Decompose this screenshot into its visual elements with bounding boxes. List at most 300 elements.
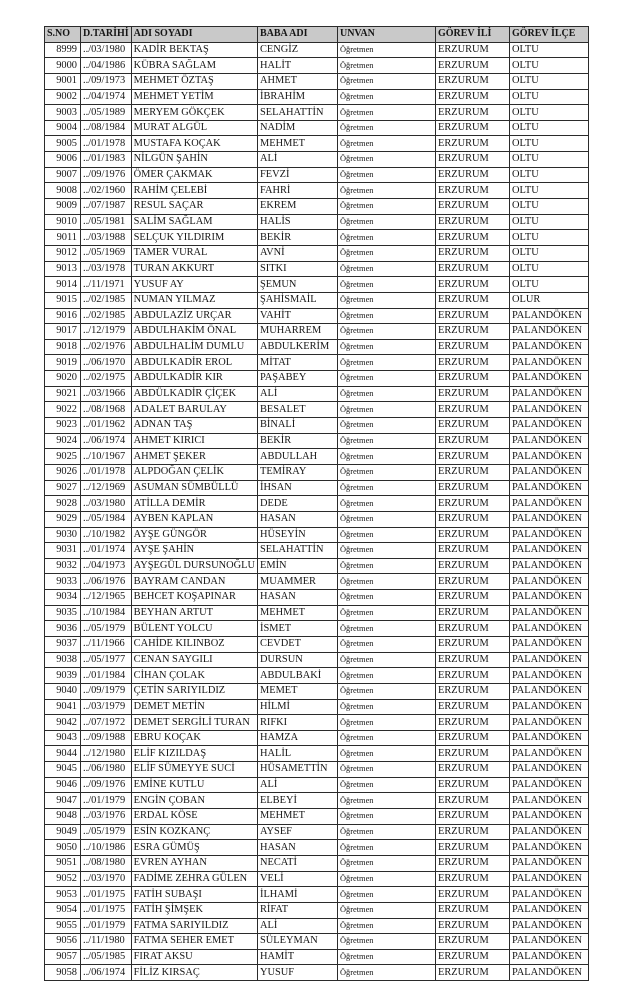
cell-province: ERZURUM xyxy=(435,339,509,355)
cell-sno: 9007 xyxy=(45,167,81,183)
cell-father-name: ŞEMUN xyxy=(257,277,337,293)
header-province: GÖREV İLİ xyxy=(435,27,509,43)
table-row xyxy=(45,464,589,480)
cell-full-name: MERYEM GÖKÇEK xyxy=(131,105,257,121)
table-row xyxy=(45,183,589,199)
cell-title: Öğretmen xyxy=(337,167,435,183)
cell-father-name: HAMZA xyxy=(257,730,337,746)
cell-full-name: FIRAT AKSU xyxy=(131,949,257,965)
cell-title: Öğretmen xyxy=(337,136,435,152)
cell-sno: 9022 xyxy=(45,402,81,418)
cell-birth-date: ../11/1980 xyxy=(81,934,132,950)
cell-title: Öğretmen xyxy=(337,840,435,856)
cell-full-name: FATİH ŞİMŞEK xyxy=(131,902,257,918)
cell-birth-date: ../01/1983 xyxy=(81,152,132,168)
cell-province: ERZURUM xyxy=(435,214,509,230)
cell-district: OLTU xyxy=(509,136,588,152)
cell-province: ERZURUM xyxy=(435,511,509,527)
cell-sno: 9019 xyxy=(45,355,81,371)
cell-sno: 9056 xyxy=(45,934,81,950)
cell-father-name: BESALET xyxy=(257,402,337,418)
table-body xyxy=(45,42,589,980)
cell-full-name: ABDULHALİM DUMLU xyxy=(131,339,257,355)
cell-birth-date: ../06/1974 xyxy=(81,433,132,449)
cell-father-name: İSMET xyxy=(257,621,337,637)
cell-full-name: BEYHAN ARTUT xyxy=(131,605,257,621)
cell-title: Öğretmen xyxy=(337,934,435,950)
cell-title: Öğretmen xyxy=(337,590,435,606)
cell-father-name: ABDULKERİM xyxy=(257,339,337,355)
table-row xyxy=(45,418,589,434)
cell-birth-date: ../08/1968 xyxy=(81,402,132,418)
cell-father-name: MUAMMER xyxy=(257,574,337,590)
cell-province: ERZURUM xyxy=(435,699,509,715)
cell-full-name: ELİF SÜMEYYE SUCİ xyxy=(131,762,257,778)
cell-district: PALANDÖKEN xyxy=(509,824,588,840)
cell-full-name: MUSTAFA KOÇAK xyxy=(131,136,257,152)
cell-title: Öğretmen xyxy=(337,58,435,74)
cell-father-name: EMİN xyxy=(257,558,337,574)
cell-province: ERZURUM xyxy=(435,418,509,434)
cell-title: Öğretmen xyxy=(337,636,435,652)
cell-father-name: İLHAMİ xyxy=(257,887,337,903)
cell-full-name: MEHMET ÖZTAŞ xyxy=(131,73,257,89)
cell-sno: 9055 xyxy=(45,918,81,934)
cell-district: PALANDÖKEN xyxy=(509,887,588,903)
cell-father-name: İBRAHİM xyxy=(257,89,337,105)
cell-birth-date: ../03/1988 xyxy=(81,230,132,246)
cell-district: PALANDÖKEN xyxy=(509,527,588,543)
cell-province: ERZURUM xyxy=(435,58,509,74)
cell-title: Öğretmen xyxy=(337,433,435,449)
cell-birth-date: ../06/1970 xyxy=(81,355,132,371)
cell-province: ERZURUM xyxy=(435,277,509,293)
cell-birth-date: ../05/1981 xyxy=(81,214,132,230)
cell-birth-date: ../03/1976 xyxy=(81,809,132,825)
cell-birth-date: ../05/1979 xyxy=(81,824,132,840)
cell-title: Öğretmen xyxy=(337,418,435,434)
cell-sno: 9014 xyxy=(45,277,81,293)
cell-birth-date: ../11/1971 xyxy=(81,277,132,293)
cell-province: ERZURUM xyxy=(435,324,509,340)
cell-birth-date: ../01/1984 xyxy=(81,668,132,684)
cell-title: Öğretmen xyxy=(337,871,435,887)
cell-title: Öğretmen xyxy=(337,277,435,293)
cell-province: ERZURUM xyxy=(435,292,509,308)
cell-district: PALANDÖKEN xyxy=(509,902,588,918)
cell-full-name: BAYRAM CANDAN xyxy=(131,574,257,590)
table-row xyxy=(45,777,589,793)
cell-province: ERZURUM xyxy=(435,230,509,246)
table-row xyxy=(45,934,589,950)
cell-father-name: SELAHATTİN xyxy=(257,543,337,559)
teacher-list-table xyxy=(44,26,589,981)
cell-sno: 9016 xyxy=(45,308,81,324)
cell-birth-date: ../02/1985 xyxy=(81,292,132,308)
cell-district: PALANDÖKEN xyxy=(509,433,588,449)
cell-province: ERZURUM xyxy=(435,636,509,652)
cell-full-name: TURAN AKKURT xyxy=(131,261,257,277)
cell-full-name: AYŞEGÜL DURSUNOĞLU xyxy=(131,558,257,574)
cell-father-name: ALİ xyxy=(257,386,337,402)
cell-title: Öğretmen xyxy=(337,89,435,105)
cell-title: Öğretmen xyxy=(337,887,435,903)
cell-district: PALANDÖKEN xyxy=(509,746,588,762)
cell-sno: 9057 xyxy=(45,949,81,965)
cell-district: PALANDÖKEN xyxy=(509,855,588,871)
cell-province: ERZURUM xyxy=(435,902,509,918)
table-row xyxy=(45,73,589,89)
cell-father-name: BİNALİ xyxy=(257,418,337,434)
cell-district: PALANDÖKEN xyxy=(509,386,588,402)
cell-full-name: ADNAN TAŞ xyxy=(131,418,257,434)
table-row xyxy=(45,887,589,903)
cell-birth-date: ../08/1984 xyxy=(81,120,132,136)
cell-district: OLTU xyxy=(509,42,588,58)
cell-father-name: HASAN xyxy=(257,840,337,856)
cell-sno: 9030 xyxy=(45,527,81,543)
cell-title: Öğretmen xyxy=(337,199,435,215)
cell-father-name: CENGİZ xyxy=(257,42,337,58)
cell-sno: 9046 xyxy=(45,777,81,793)
cell-father-name: EKREM xyxy=(257,199,337,215)
cell-title: Öğretmen xyxy=(337,746,435,762)
cell-title: Öğretmen xyxy=(337,480,435,496)
cell-birth-date: ../10/1982 xyxy=(81,527,132,543)
cell-title: Öğretmen xyxy=(337,809,435,825)
cell-title: Öğretmen xyxy=(337,793,435,809)
cell-father-name: NADİM xyxy=(257,120,337,136)
cell-full-name: ELİF KIZILDAŞ xyxy=(131,746,257,762)
cell-father-name: MEHMET xyxy=(257,605,337,621)
cell-district: OLTU xyxy=(509,214,588,230)
table-row xyxy=(45,167,589,183)
cell-title: Öğretmen xyxy=(337,183,435,199)
cell-sno: 9049 xyxy=(45,824,81,840)
cell-title: Öğretmen xyxy=(337,668,435,684)
cell-full-name: DEMET SERGİLİ TURAN xyxy=(131,715,257,731)
cell-father-name: SELAHATTİN xyxy=(257,105,337,121)
cell-title: Öğretmen xyxy=(337,324,435,340)
cell-full-name: FİLİZ KIRSAÇ xyxy=(131,965,257,981)
table-row xyxy=(45,58,589,74)
cell-birth-date: ../01/1979 xyxy=(81,793,132,809)
cell-full-name: ENGİN ÇOBAN xyxy=(131,793,257,809)
cell-province: ERZURUM xyxy=(435,621,509,637)
cell-district: PALANDÖKEN xyxy=(509,324,588,340)
cell-province: ERZURUM xyxy=(435,574,509,590)
cell-district: OLTU xyxy=(509,245,588,261)
cell-title: Öğretmen xyxy=(337,339,435,355)
cell-sno: 9032 xyxy=(45,558,81,574)
cell-province: ERZURUM xyxy=(435,918,509,934)
cell-sno: 9005 xyxy=(45,136,81,152)
cell-title: Öğretmen xyxy=(337,605,435,621)
cell-district: PALANDÖKEN xyxy=(509,683,588,699)
cell-full-name: BEHCET KOŞAPINAR xyxy=(131,590,257,606)
cell-province: ERZURUM xyxy=(435,73,509,89)
cell-father-name: NECATİ xyxy=(257,855,337,871)
cell-province: ERZURUM xyxy=(435,543,509,559)
cell-full-name: KÜBRA SAĞLAM xyxy=(131,58,257,74)
cell-birth-date: ../02/1976 xyxy=(81,339,132,355)
cell-birth-date: ../03/1980 xyxy=(81,496,132,512)
cell-province: ERZURUM xyxy=(435,89,509,105)
table-row xyxy=(45,308,589,324)
cell-father-name: VELİ xyxy=(257,871,337,887)
cell-full-name: NİLGÜN ŞAHİN xyxy=(131,152,257,168)
cell-full-name: ESRA GÜMÜŞ xyxy=(131,840,257,856)
cell-title: Öğretmen xyxy=(337,245,435,261)
cell-title: Öğretmen xyxy=(337,902,435,918)
cell-father-name: SITKI xyxy=(257,261,337,277)
cell-district: PALANDÖKEN xyxy=(509,464,588,480)
cell-father-name: ALİ xyxy=(257,918,337,934)
cell-birth-date: ../06/1980 xyxy=(81,762,132,778)
cell-sno: 9054 xyxy=(45,902,81,918)
cell-province: ERZURUM xyxy=(435,793,509,809)
cell-district: PALANDÖKEN xyxy=(509,668,588,684)
table-row xyxy=(45,402,589,418)
cell-birth-date: ../12/1969 xyxy=(81,480,132,496)
cell-title: Öğretmen xyxy=(337,449,435,465)
cell-full-name: ABDULKADİR KIR xyxy=(131,371,257,387)
cell-birth-date: ../01/1978 xyxy=(81,136,132,152)
table-row xyxy=(45,339,589,355)
cell-father-name: ŞAHİSMAİL xyxy=(257,292,337,308)
cell-sno: 9027 xyxy=(45,480,81,496)
cell-father-name: VAHİT xyxy=(257,308,337,324)
cell-father-name: HAMİT xyxy=(257,949,337,965)
cell-district: PALANDÖKEN xyxy=(509,511,588,527)
cell-sno: 9001 xyxy=(45,73,81,89)
cell-birth-date: ../06/1974 xyxy=(81,965,132,981)
cell-birth-date: ../05/1985 xyxy=(81,949,132,965)
cell-birth-date: ../01/1975 xyxy=(81,902,132,918)
table-row xyxy=(45,715,589,731)
cell-title: Öğretmen xyxy=(337,308,435,324)
cell-title: Öğretmen xyxy=(337,230,435,246)
header-row xyxy=(45,27,589,43)
cell-full-name: FATİH SUBAŞI xyxy=(131,887,257,903)
cell-birth-date: ../10/1967 xyxy=(81,449,132,465)
cell-district: PALANDÖKEN xyxy=(509,621,588,637)
cell-full-name: AYŞE GÜNGÖR xyxy=(131,527,257,543)
cell-birth-date: ../04/1974 xyxy=(81,89,132,105)
cell-full-name: ÇETİN SARIYILDIZ xyxy=(131,683,257,699)
cell-district: OLTU xyxy=(509,230,588,246)
cell-district: PALANDÖKEN xyxy=(509,918,588,934)
cell-province: ERZURUM xyxy=(435,527,509,543)
cell-father-name: ALİ xyxy=(257,152,337,168)
cell-full-name: RESUL SAÇAR xyxy=(131,199,257,215)
cell-sno: 9020 xyxy=(45,371,81,387)
cell-father-name: HALİT xyxy=(257,58,337,74)
cell-province: ERZURUM xyxy=(435,855,509,871)
table-row xyxy=(45,261,589,277)
table-row xyxy=(45,230,589,246)
cell-title: Öğretmen xyxy=(337,558,435,574)
cell-district: PALANDÖKEN xyxy=(509,809,588,825)
cell-district: OLTU xyxy=(509,199,588,215)
cell-province: ERZURUM xyxy=(435,433,509,449)
cell-full-name: MURAT ALGÜL xyxy=(131,120,257,136)
cell-sno: 9012 xyxy=(45,245,81,261)
cell-sno: 9051 xyxy=(45,855,81,871)
cell-title: Öğretmen xyxy=(337,355,435,371)
cell-district: PALANDÖKEN xyxy=(509,965,588,981)
cell-district: PALANDÖKEN xyxy=(509,652,588,668)
cell-birth-date: ../09/1973 xyxy=(81,73,132,89)
cell-province: ERZURUM xyxy=(435,42,509,58)
table-row xyxy=(45,496,589,512)
cell-province: ERZURUM xyxy=(435,824,509,840)
cell-province: ERZURUM xyxy=(435,934,509,950)
cell-sno: 9011 xyxy=(45,230,81,246)
cell-father-name: PAŞABEY xyxy=(257,371,337,387)
cell-birth-date: ../12/1980 xyxy=(81,746,132,762)
cell-father-name: HALİS xyxy=(257,214,337,230)
cell-full-name: KADİR BEKTAŞ xyxy=(131,42,257,58)
cell-birth-date: ../03/1970 xyxy=(81,871,132,887)
table-row xyxy=(45,199,589,215)
table-row xyxy=(45,449,589,465)
cell-sno: 9036 xyxy=(45,621,81,637)
table-row xyxy=(45,386,589,402)
cell-title: Öğretmen xyxy=(337,527,435,543)
cell-full-name: CİHAN ÇOLAK xyxy=(131,668,257,684)
cell-title: Öğretmen xyxy=(337,855,435,871)
cell-district: PALANDÖKEN xyxy=(509,355,588,371)
cell-birth-date: ../04/1973 xyxy=(81,558,132,574)
cell-sno: 9004 xyxy=(45,120,81,136)
cell-father-name: ABDULBAKİ xyxy=(257,668,337,684)
cell-province: ERZURUM xyxy=(435,949,509,965)
header-title: UNVAN xyxy=(337,27,435,43)
cell-district: PALANDÖKEN xyxy=(509,762,588,778)
table-row xyxy=(45,527,589,543)
cell-province: ERZURUM xyxy=(435,762,509,778)
cell-district: PALANDÖKEN xyxy=(509,636,588,652)
cell-father-name: DEDE xyxy=(257,496,337,512)
cell-birth-date: ../09/1988 xyxy=(81,730,132,746)
cell-full-name: YUSUF AY xyxy=(131,277,257,293)
table-row xyxy=(45,511,589,527)
table-row xyxy=(45,89,589,105)
cell-province: ERZURUM xyxy=(435,965,509,981)
cell-district: PALANDÖKEN xyxy=(509,840,588,856)
cell-full-name: ABDÜLKADİR ÇİÇEK xyxy=(131,386,257,402)
header-full-name: ADI SOYADI xyxy=(131,27,257,43)
cell-full-name: EBRU KOÇAK xyxy=(131,730,257,746)
table-row xyxy=(45,793,589,809)
table-row xyxy=(45,902,589,918)
cell-district: OLUR xyxy=(509,292,588,308)
cell-title: Öğretmen xyxy=(337,715,435,731)
cell-sno: 8999 xyxy=(45,42,81,58)
cell-district: OLTU xyxy=(509,261,588,277)
cell-district: OLTU xyxy=(509,120,588,136)
cell-full-name: RAHİM ÇELEBİ xyxy=(131,183,257,199)
cell-father-name: MİTAT xyxy=(257,355,337,371)
cell-province: ERZURUM xyxy=(435,120,509,136)
cell-sno: 9043 xyxy=(45,730,81,746)
cell-district: PALANDÖKEN xyxy=(509,934,588,950)
cell-father-name: RİFAT xyxy=(257,902,337,918)
cell-province: ERZURUM xyxy=(435,496,509,512)
cell-title: Öğretmen xyxy=(337,777,435,793)
table-row xyxy=(45,105,589,121)
cell-sno: 9033 xyxy=(45,574,81,590)
cell-sno: 9003 xyxy=(45,105,81,121)
header-sno: S.NO xyxy=(45,27,81,43)
cell-birth-date: ../05/1979 xyxy=(81,621,132,637)
table-row xyxy=(45,433,589,449)
cell-birth-date: ../12/1965 xyxy=(81,590,132,606)
cell-district: PALANDÖKEN xyxy=(509,793,588,809)
cell-sno: 9017 xyxy=(45,324,81,340)
cell-district: PALANDÖKEN xyxy=(509,449,588,465)
cell-full-name: AYŞE ŞAHİN xyxy=(131,543,257,559)
cell-title: Öğretmen xyxy=(337,120,435,136)
cell-sno: 9039 xyxy=(45,668,81,684)
cell-birth-date: ../10/1984 xyxy=(81,605,132,621)
cell-birth-date: ../03/1978 xyxy=(81,261,132,277)
cell-province: ERZURUM xyxy=(435,668,509,684)
table-row xyxy=(45,324,589,340)
cell-father-name: FEVZİ xyxy=(257,167,337,183)
cell-birth-date: ../02/1960 xyxy=(81,183,132,199)
cell-birth-date: ../04/1986 xyxy=(81,58,132,74)
cell-province: ERZURUM xyxy=(435,136,509,152)
table-row xyxy=(45,543,589,559)
cell-full-name: ASUMAN SÜMBÜLLÜ xyxy=(131,480,257,496)
cell-full-name: ADALET BARULAY xyxy=(131,402,257,418)
cell-title: Öğretmen xyxy=(337,152,435,168)
table-row xyxy=(45,762,589,778)
table-row xyxy=(45,636,589,652)
cell-title: Öğretmen xyxy=(337,652,435,668)
cell-birth-date: ../07/1972 xyxy=(81,715,132,731)
cell-birth-date: ../10/1986 xyxy=(81,840,132,856)
cell-title: Öğretmen xyxy=(337,965,435,981)
table-row xyxy=(45,683,589,699)
cell-full-name: EVREN AYHAN xyxy=(131,855,257,871)
table-row xyxy=(45,809,589,825)
cell-birth-date: ../02/1985 xyxy=(81,308,132,324)
cell-birth-date: ../03/1979 xyxy=(81,699,132,715)
cell-full-name: ERDAL KÖSE xyxy=(131,809,257,825)
cell-father-name: HÜSAMETTİN xyxy=(257,762,337,778)
cell-full-name: FATMA SEHER EMET xyxy=(131,934,257,950)
header-birth-date: D.TARİHİ xyxy=(81,27,132,43)
cell-district: PALANDÖKEN xyxy=(509,715,588,731)
cell-province: ERZURUM xyxy=(435,245,509,261)
cell-district: PALANDÖKEN xyxy=(509,949,588,965)
cell-district: PALANDÖKEN xyxy=(509,605,588,621)
cell-father-name: CEVDET xyxy=(257,636,337,652)
cell-sno: 9021 xyxy=(45,386,81,402)
table-row xyxy=(45,214,589,230)
cell-sno: 9037 xyxy=(45,636,81,652)
table-row xyxy=(45,824,589,840)
cell-province: ERZURUM xyxy=(435,199,509,215)
cell-province: ERZURUM xyxy=(435,683,509,699)
cell-province: ERZURUM xyxy=(435,746,509,762)
cell-father-name: ALİ xyxy=(257,777,337,793)
cell-province: ERZURUM xyxy=(435,605,509,621)
table-row xyxy=(45,574,589,590)
